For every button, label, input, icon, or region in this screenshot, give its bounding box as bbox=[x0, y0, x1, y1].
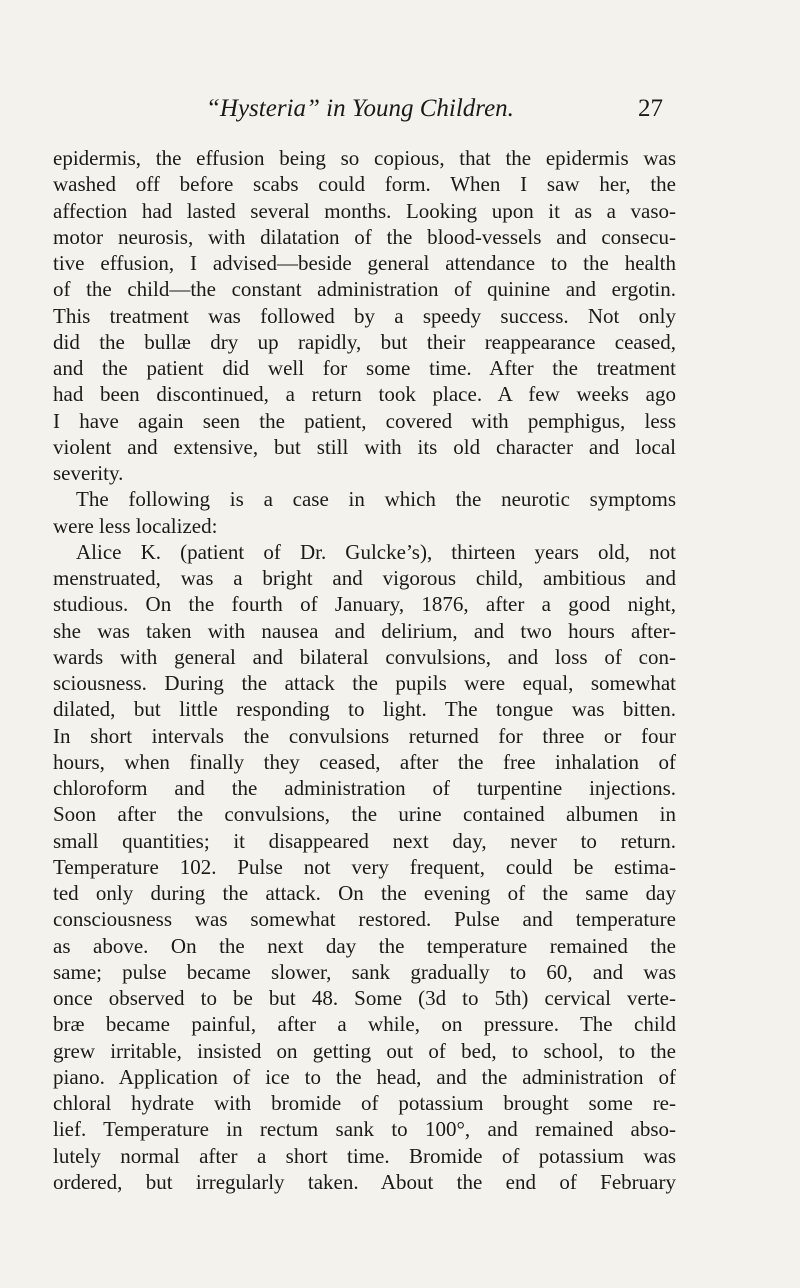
text-line: Soon after the convulsions, the urine contained albumen in bbox=[53, 802, 676, 827]
text-line: wards with general and bilateral convulsions, and loss of con- bbox=[53, 644, 676, 669]
text-line: Temperature 102. Pulse not very frequent, could be estima- bbox=[53, 854, 676, 879]
text-line: same; pulse became slower, sank gradually to 60, and was bbox=[53, 959, 676, 984]
text-line: This treatment was followed by a speedy success. Not only bbox=[53, 303, 676, 328]
text-line: as above. On the next day the temperature remained the bbox=[53, 933, 676, 958]
text-line: did the bullæ dry up rapidly, but their reappearance ceased, bbox=[53, 329, 676, 354]
text-line: tive effusion, I advised—beside general attendance to the health bbox=[53, 251, 676, 275]
text-line: small quantities; it disappeared next day, never to return. bbox=[53, 828, 676, 853]
text-line: affection had lasted several months. Looking upon it as a vaso- bbox=[53, 198, 676, 223]
text-line: lutely normal after a short time. Bromide of potassium was bbox=[53, 1143, 676, 1168]
page-number: 27 bbox=[638, 95, 663, 122]
text-line: hours, when finally they ceased, after the free inhalation of bbox=[53, 749, 676, 774]
text-line: dilated, but little responding to light. The tongue was bitten. bbox=[53, 697, 676, 722]
text-line: had been discontinued, a return took place. A few weeks ago bbox=[53, 382, 676, 407]
text-line: were less localized: bbox=[53, 513, 218, 538]
text-line: ted only during the attack. On the evening of the same day bbox=[53, 881, 676, 905]
text-line: piano. Application of ice to the head, and the administration of bbox=[53, 1064, 676, 1089]
text-line: once observed to be but 48. Some (3d to 5th) cervical verte- bbox=[53, 986, 676, 1010]
text-line: and the patient did well for some time. After the treatment bbox=[53, 356, 676, 380]
text-line: Alice K. (patient of Dr. Gulcke’s), thirteen years old, not bbox=[76, 539, 676, 564]
text-line: menstruated, was a bright and vigorous child, ambitious and bbox=[53, 566, 676, 590]
text-line: she was taken with nausea and delirium, and two hours after- bbox=[53, 618, 676, 643]
text-line: motor neurosis, with dilatation of the blood-vessels and consecu- bbox=[53, 224, 676, 249]
text-line: bræ became painful, after a while, on pressure. The child bbox=[53, 1012, 676, 1037]
text-line: sciousness. During the attack the pupils were equal, somewhat bbox=[53, 671, 676, 695]
text-line: washed off before scabs could form. When I saw her, the bbox=[53, 172, 676, 197]
text-line: ordered, but irregularly taken. About the end of February bbox=[53, 1169, 676, 1194]
text-line: In short intervals the convulsions returned for three or four bbox=[53, 723, 676, 748]
text-line: chloroform and the administration of turpentine injections. bbox=[53, 776, 676, 800]
text-line: I have again seen the patient, covered with pemphigus, less bbox=[53, 408, 676, 433]
text-line: consciousness was somewhat restored. Pulse and temperature bbox=[53, 907, 676, 932]
text-line: of the child—the constant administration of quinine and ergotin. bbox=[53, 277, 676, 302]
running-head-title: “Hysteria” in Young Children. bbox=[206, 95, 514, 122]
running-head bbox=[206, 94, 663, 124]
text-line: chloral hydrate with bromide of potassium brought some re- bbox=[53, 1091, 676, 1115]
text-line: severity. bbox=[53, 461, 124, 485]
text-line: epidermis, the effusion being so copious, that the epidermis was bbox=[53, 146, 676, 170]
text-line: grew irritable, insisted on getting out of bed, to school, to the bbox=[53, 1038, 676, 1063]
text-line: violent and extensive, but still with its old character and local bbox=[53, 434, 676, 459]
text-line: studious. On the fourth of January, 1876, after a good night, bbox=[53, 592, 676, 617]
text-line: The following is a case in which the neurotic symptoms bbox=[76, 487, 676, 512]
text-line: lief. Temperature in rectum sank to 100°, and remained abso- bbox=[53, 1117, 676, 1142]
